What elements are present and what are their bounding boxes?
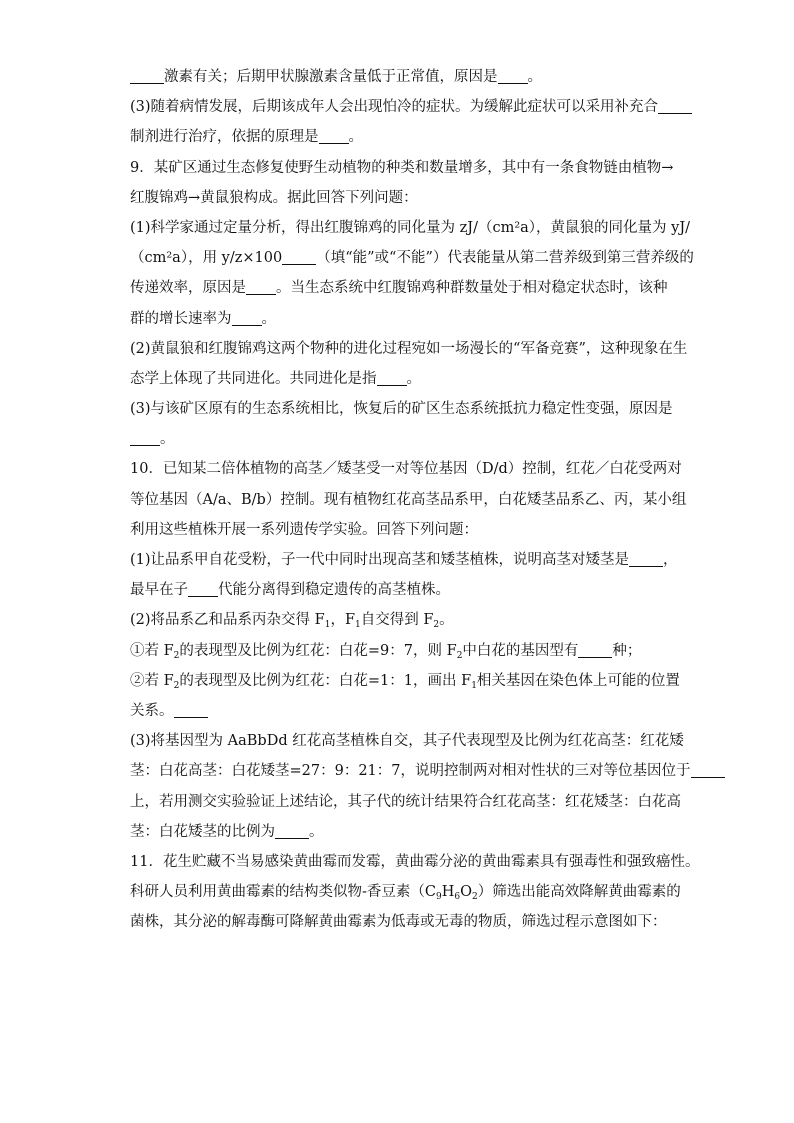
text-line: (3)将基因型为 AaBbDd 红花高茎植株自交，其子代表现型及比例为红花高茎：红花矮 — [130, 733, 684, 750]
text-line: 10．已知某二倍体植物的高茎／矮茎受一对等位基因（D/d）控制，红花／白花受两对 — [130, 461, 682, 478]
text-line: 菌株，其分泌的解毒酶可降解黄曲霉素为低毒或无毒的物质，筛选过程示意图如下： — [130, 914, 667, 931]
fill-blank — [130, 429, 160, 446]
text-line: 激素有关；后期甲状腺激素含量低于正常值，原因是 。 — [130, 62, 664, 92]
text-line: 11．花生贮藏不当易感染黄曲霉而发霉，黄曲霉分泌的黄曲霉素具有强毒性和强致癌性。 — [130, 853, 700, 870]
text-line: 茎：白花矮茎的比例为 。 — [130, 823, 324, 840]
text-line: (1)让品系甲自花受粉，子一代中同时出现高茎和矮茎植株，说明高茎对矮茎是 ， — [130, 552, 678, 568]
fill-blank — [319, 127, 349, 144]
text-line: (2)黄鼠狼和红腹锦鸡这两个物种的进化过程宛如一场漫长的“军备竞赛”，这种现象在生 — [130, 340, 688, 357]
fill-blank — [377, 369, 407, 386]
text-line: 关系。 — [130, 696, 664, 726]
text-line: 最早在子 代能分离得到稳定遗传的高茎植株。 — [130, 582, 450, 599]
text-line: 茎：白花高茎：白花矮茎=27：9：21：7，说明控制两对相对性状的三对等位基因位于 — [130, 756, 664, 786]
text-line: （cm²a），用 y/z×100 （填“能”或“不能”）代表能量从第二营养级到第三营养级的 — [130, 250, 694, 267]
fill-blank — [498, 67, 528, 84]
text-line: 上，若用测交实验验证上述结论，其子代的统计结果符合红花高茎：红花矮茎：白花高 — [130, 793, 681, 810]
text-line: (3)随着病情发展，后期该成年人会出现怕冷的症状。为缓解此症状可以采用补充合 — [130, 92, 664, 122]
fill-blank — [246, 278, 276, 295]
text-line: 群的增长速率为 。 — [130, 310, 276, 327]
text-line: ①若 $F_2$的表现型及比例为红花：白花=9：7，则 $F_2$中白花的基因型有 种； — [130, 642, 642, 661]
text-line: ②若 $F_2$的表现型及比例为红花：白花=1：1，画出 $F_1$相关基因在染色体上可能的位置 — [130, 672, 680, 691]
fill-blank — [130, 67, 164, 84]
fill-blank — [282, 248, 316, 265]
text-line: 制剂进行治疗，依据的原理是 。 — [130, 129, 363, 146]
text-line: 红腹锦鸡→黄鼠狼构成。据此回答下列问题： — [130, 189, 418, 206]
text-line: 利用这些植株开展一系列遗传学实验。回答下列问题： — [130, 521, 478, 538]
text-line: 等位基因（A/a、B/b）控制。现有植物红花高茎品系甲，白花矮茎品系乙、丙，某小组 — [130, 491, 687, 508]
fill-blank — [578, 641, 612, 658]
fill-blank — [232, 309, 262, 326]
text-line: 传递效率，原因是 。当生态系统中红腹锦鸡种群数量处于相对稳定状态时，该种 — [130, 280, 668, 297]
fill-blank — [275, 822, 309, 839]
fill-blank — [658, 97, 692, 114]
text-line: (3)与该矿区原有的生态系统相比，恢复后的矿区生态系统抵抗力稳定性变强，原因是 — [130, 401, 673, 418]
text-line: (1)科学家通过定量分析，得出红腹锦鸡的同化量为 zJ/（cm²a），黄鼠狼的同化量为 yJ/ — [130, 219, 691, 236]
text-line: 态学上体现了共同进化。共同进化是指 。 — [130, 370, 421, 387]
text-line: 9．某矿区通过生态修复使野生动植物的种类和数量增多，其中有一条食物链由植物→ — [130, 159, 674, 176]
question-text — [130, 62, 700, 937]
fill-blank — [174, 701, 208, 718]
fill-blank — [691, 761, 725, 778]
fill-blank — [188, 580, 218, 597]
fill-blank — [629, 550, 663, 567]
text-line: 科研人员利用黄曲霉素的结构类似物-香豆素$(C_9H_6O_2)$筛选出能高效降解黄曲霉素的 — [130, 884, 681, 903]
text-line: 。 — [130, 424, 664, 454]
text-line: (2)将品系乙和品系丙杂交得 $F_1$，$F_1$自交得到 $F_2$。 — [130, 612, 454, 631]
